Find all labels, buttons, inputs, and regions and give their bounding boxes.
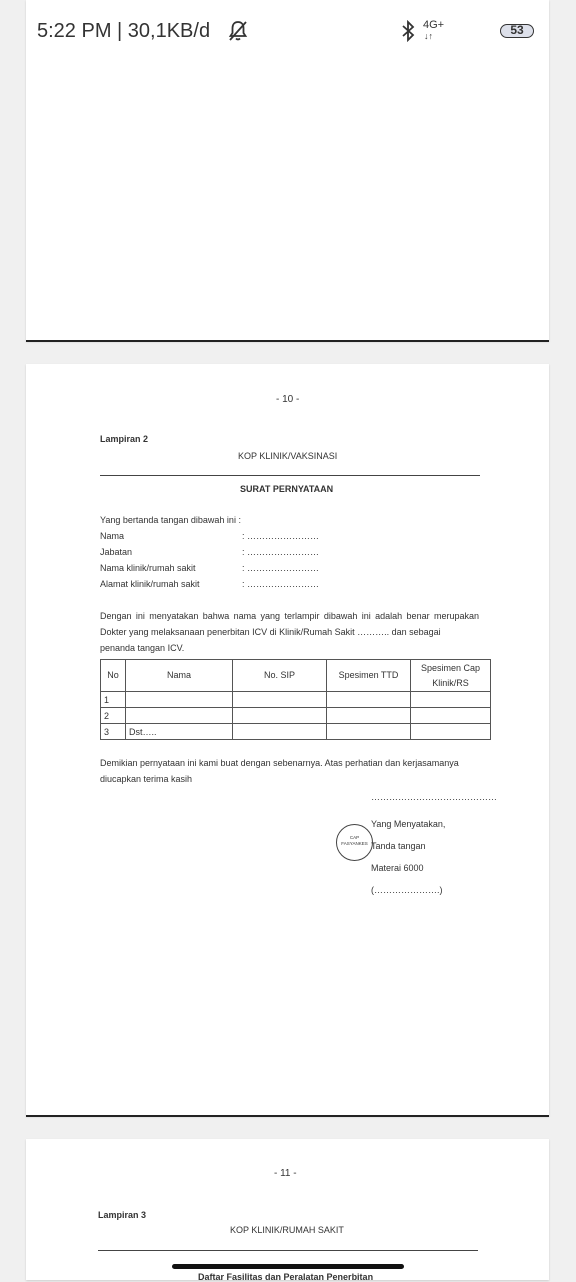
table-cell: Dst….. — [126, 724, 233, 740]
field-label: Jabatan — [100, 547, 133, 557]
network-type: 4G+ — [423, 19, 445, 31]
table-cell — [233, 692, 327, 708]
letterhead-divider — [98, 1250, 478, 1251]
signer-name-line: (………………….) — [371, 885, 443, 895]
page-separator — [26, 1115, 549, 1117]
table-cell — [327, 724, 411, 740]
page-number: - 11 - — [274, 1168, 297, 1179]
signer-label: Yang Menyatakan, — [371, 819, 446, 829]
table-row — [101, 724, 491, 740]
field-label: Alamat klinik/rumah sakit — [100, 579, 200, 589]
stamp-duty-label: Materai 6000 — [371, 863, 424, 873]
statement-text-end: penanda tangan ICV. — [100, 643, 185, 653]
attachment-label: Lampiran 2 — [100, 434, 149, 444]
table-cell — [411, 724, 491, 740]
table-cell — [233, 708, 327, 724]
table-cell — [327, 692, 411, 708]
attachment-label: Lampiran 3 — [98, 1210, 147, 1220]
field-label: Nama klinik/rumah sakit — [100, 563, 196, 573]
stamp-text: FASYANKES — [341, 841, 368, 846]
page-number: - 10 - — [276, 394, 300, 405]
table-header: No — [101, 660, 126, 692]
table-header: Spesimen Cap Klinik/RS — [411, 660, 491, 692]
document-page-11 — [26, 1139, 549, 1280]
home-indicator[interactable] — [172, 1264, 404, 1269]
table-cell — [126, 708, 233, 724]
document-title: Daftar Fasilitas dan Peralatan Penerbitan — [198, 1272, 374, 1282]
status-time: 5:22 PM | 30,1KB/d — [37, 20, 211, 42]
statement-text: Dengan ini menyatakan bahwa nama yang terlampir dibawah ini adalah benar merupakan Dokter yang melaksanaan penerbitan ICV di Klinik/Rumah Sakit ……….. dan sebagai — [100, 611, 479, 637]
field-label: Nama — [100, 531, 125, 541]
table-cell — [327, 708, 411, 724]
table-header: Spesimen TTD — [327, 660, 411, 692]
table-cell: 3 — [101, 724, 126, 740]
table-header-row — [101, 660, 491, 692]
field-value: : …………………… — [242, 579, 320, 589]
table-cell — [126, 692, 233, 708]
document-page-10 — [26, 364, 549, 1116]
field-value: : …………………… — [242, 547, 320, 557]
table-header: Nama — [126, 660, 233, 692]
letterhead-label: KOP KLINIK/RUMAH SAKIT — [230, 1225, 344, 1235]
document-title: SURAT PERNYATAAN — [240, 484, 334, 494]
bluetooth-icon — [400, 20, 416, 42]
intro-text: Yang bertanda tangan dibawah ini : — [100, 515, 241, 525]
stamp-text: CAP — [349, 835, 360, 840]
battery-level: 53 — [510, 23, 524, 37]
field-value: : …………………… — [242, 531, 320, 541]
statement-paragraph — [100, 608, 479, 656]
table-cell — [411, 708, 491, 724]
table-cell — [233, 724, 327, 740]
signature-label: Tanda tangan — [371, 841, 426, 851]
field-value: : …………………… — [242, 563, 320, 573]
battery-icon — [500, 24, 534, 38]
doctor-table — [100, 659, 491, 740]
data-activity-icon: ↓↑ — [424, 31, 433, 41]
table-row — [101, 692, 491, 708]
page-separator — [26, 340, 549, 342]
table-cell — [411, 692, 491, 708]
table-cell: 1 — [101, 692, 126, 708]
letterhead-label: KOP KLINIK/VAKSINASI — [238, 451, 338, 461]
closing-text: Demikian pernyataan ini kami buat dengan sebenarnya. Atas perhatian dan kerjasamanya — [100, 758, 459, 768]
status-bar — [0, 0, 576, 64]
closing-paragraph — [100, 755, 479, 787]
facility-stamp — [336, 824, 373, 861]
table-header: No. SIP — [233, 660, 327, 692]
notifications-off-icon — [228, 20, 248, 42]
letterhead-divider — [100, 475, 480, 476]
table-row — [101, 708, 491, 724]
table-cell: 2 — [101, 708, 126, 724]
place-date-line: …………………………………… — [371, 792, 497, 802]
closing-text-end: diucapkan terima kasih — [100, 774, 193, 784]
